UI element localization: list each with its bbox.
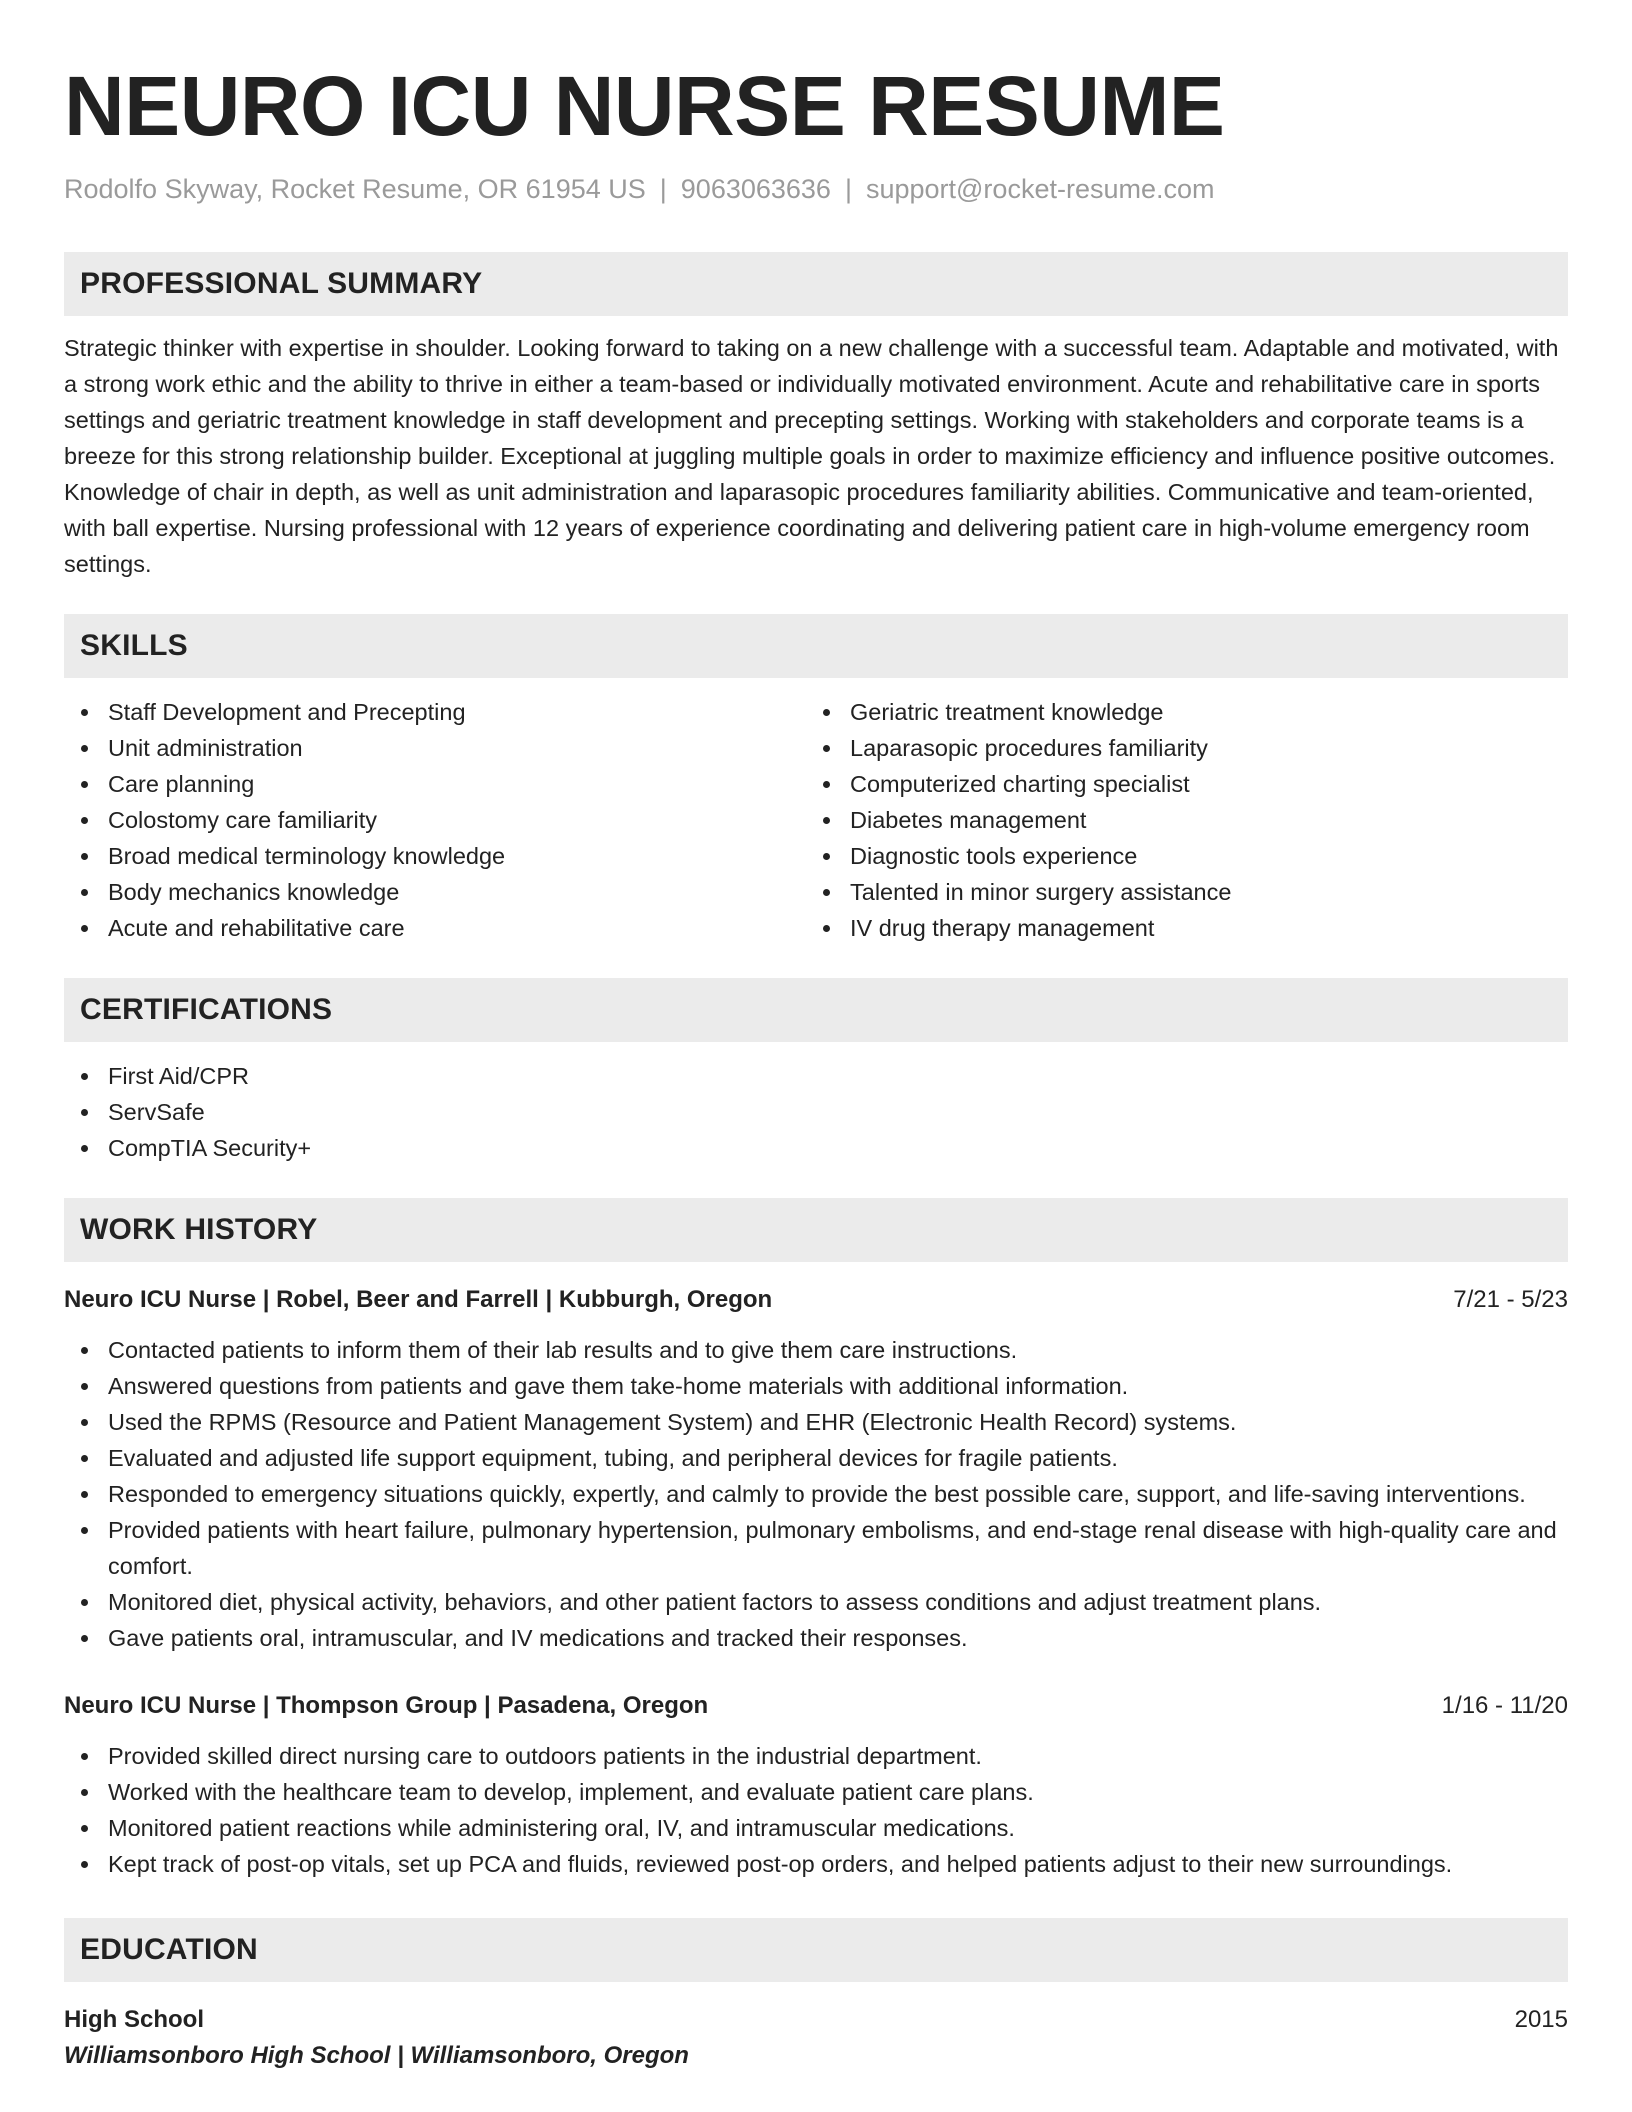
list-item: Gave patients oral, intramuscular, and IV medications and tracked their responses. (64, 1620, 1568, 1656)
list-item: Monitored patient reactions while administering oral, IV, and intramuscular medications. (64, 1810, 1568, 1846)
job-dates: 1/16 - 11/20 (1441, 1692, 1568, 1719)
summary-text: Strategic thinker with expertise in shoulder. Looking forward to taking on a new challenge with a successful team. Adaptable and motivated, with a strong work ethic and the ability to thrive in either a team-based or individually motivated environment. Acute and rehabilitative care in sports settings and geriatric treatment knowledge in staff development and precepting settings. Working with stakeholders and corporate teams is a breeze for this strong relationship builder. Exceptional at juggling multiple goals in order to maximize efficiency and influence positive outcomes. Knowledge of chair in depth, as well as unit administration and laparasopic procedures familiarity abilities. Communicative and team-oriented, with ball expertise. Nursing professional with 12 years of experience coordinating and delivering patient care in high-volume emergency room settings. (64, 335, 1559, 577)
list-item: Care planning (64, 766, 806, 802)
education-heading: EDUCATION (64, 1918, 1568, 1982)
list-item: Worked with the healthcare team to develop, implement, and evaluate patient care plans. (64, 1774, 1568, 1810)
job-entry (64, 1688, 1568, 1882)
skills-list-right (806, 694, 1548, 946)
list-item: Unit administration (64, 730, 806, 766)
list-item: First Aid/CPR (64, 1058, 1568, 1094)
contact-phone: 9063063636 (680, 174, 831, 204)
job-title: Neuro ICU Nurse | Thompson Group | Pasadena, Oregon (64, 1692, 709, 1719)
job-dates: 7/21 - 5/23 (1453, 1286, 1568, 1313)
list-item: Diabetes management (806, 802, 1548, 838)
list-item: ServSafe (64, 1094, 1568, 1130)
education-section (64, 1918, 1568, 2074)
education-year: 2015 (1514, 2006, 1568, 2033)
list-item: Monitored diet, physical activity, behaviors, and other patient factors to assess conditions and adjust treatment plans. (64, 1584, 1568, 1620)
contact-separator: | (659, 174, 667, 204)
list-item: Contacted patients to inform them of their lab results and to give them care instructions. (64, 1332, 1568, 1368)
list-item: Acute and rehabilitative care (64, 910, 806, 946)
job-entry (64, 1282, 1568, 1656)
list-item: Broad medical terminology knowledge (64, 838, 806, 874)
certifications-list (64, 1058, 1568, 1166)
list-item: Body mechanics knowledge (64, 874, 806, 910)
list-item: Used the RPMS (Resource and Patient Management System) and EHR (Electronic Health Record) systems. (64, 1404, 1568, 1440)
list-item: Laparasopic procedures familiarity (806, 730, 1548, 766)
contact-separator: | (844, 174, 852, 204)
skills-section (64, 614, 1568, 946)
skills-heading: SKILLS (64, 614, 1568, 678)
certifications-section (64, 978, 1568, 1166)
work-heading: WORK HISTORY (64, 1198, 1568, 1262)
summary-section (64, 252, 1568, 582)
skills-grid (64, 694, 1568, 946)
certifications-heading: CERTIFICATIONS (64, 978, 1568, 1042)
list-item: IV drug therapy management (806, 910, 1548, 946)
list-item: Talented in minor surgery assistance (806, 874, 1548, 910)
education-school: Williamsonboro High School | Williamsonboro, Oregon (64, 2042, 689, 2069)
list-item: Geriatric treatment knowledge (806, 694, 1548, 730)
list-item: Responded to emergency situations quickly, expertly, and calmly to provide the best possible care, support, and life-saving interventions. (64, 1476, 1568, 1512)
list-item: Colostomy care familiarity (64, 802, 806, 838)
job-title: Neuro ICU Nurse | Robel, Beer and Farrell | Kubburgh, Oregon (64, 1286, 773, 1313)
list-item: Provided skilled direct nursing care to outdoors patients in the industrial department. (64, 1738, 1568, 1774)
education-degree: High School (64, 2006, 204, 2033)
resume-page (64, 0, 1568, 2074)
resume-title: NEURO ICU NURSE RESUME (64, 59, 1225, 153)
list-item: Diagnostic tools experience (806, 838, 1548, 874)
work-section (64, 1198, 1568, 1882)
list-item: Evaluated and adjusted life support equipment, tubing, and peripheral devices for fragile patients. (64, 1440, 1568, 1476)
job-header (64, 1282, 1568, 1318)
skills-list-left (64, 694, 806, 946)
job-header (64, 1688, 1568, 1724)
list-item: Staff Development and Precepting (64, 694, 806, 730)
list-item: Kept track of post-op vitals, set up PCA and fluids, reviewed post-op orders, and helped patients adjust to their new surroundings. (64, 1846, 1568, 1882)
job-bullets (64, 1738, 1568, 1882)
contact-email: support@rocket-resume.com (865, 174, 1215, 204)
job-bullets (64, 1332, 1568, 1656)
list-item: Answered questions from patients and gave them take-home materials with additional information. (64, 1368, 1568, 1404)
education-header (64, 2002, 1568, 2038)
contact-address: Rodolfo Skyway, Rocket Resume, OR 61954 US (64, 174, 646, 204)
list-item: Computerized charting specialist (806, 766, 1548, 802)
list-item: CompTIA Security+ (64, 1130, 1568, 1166)
summary-heading: PROFESSIONAL SUMMARY (64, 252, 1568, 316)
list-item: Provided patients with heart failure, pulmonary hypertension, pulmonary embolisms, and end-stage renal disease with high-quality care and comfort. (64, 1512, 1568, 1584)
contact-line (64, 172, 1568, 206)
